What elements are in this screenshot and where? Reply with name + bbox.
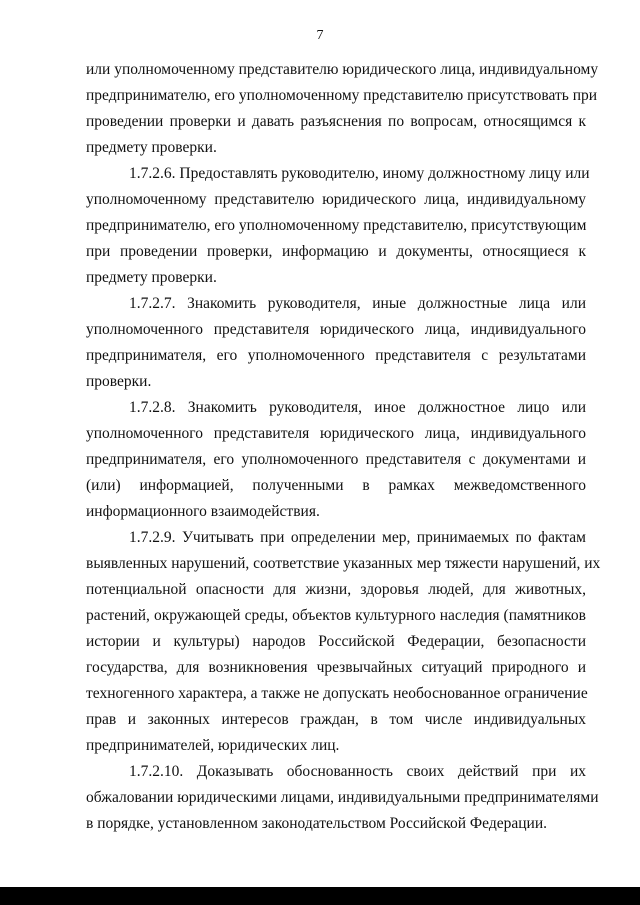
paragraph <box>86 161 590 291</box>
text-line: предпринимателя, его уполномоченного представителя с документами и <box>86 451 586 468</box>
text-line: при проведении проверки, информацию и документы, относящиеся к <box>86 243 586 260</box>
text-line: в порядке, установленном законодательством Российской Федерации. <box>86 815 548 832</box>
text-line: проведении проверки и давать разъяснения по вопросам, относящимся к <box>86 113 586 130</box>
text-line: (или) информацией, полученными в рамках межведомственного <box>86 477 586 494</box>
text-line: 1.7.2.8. Знакомить руководителя, иное должностное лицо или <box>129 399 586 416</box>
text-line: истории и культуры) народов Российской Федерации, безопасности <box>86 633 586 650</box>
text-line: обжаловании юридическими лицами, индивидуальными предпринимателями <box>86 789 599 806</box>
paragraph <box>86 759 599 837</box>
text-line: 1.7.2.6. Предоставлять руководителю, иному должностному лицу или <box>129 165 590 182</box>
text-line: или уполномоченному представителю юридического лица, индивидуальному <box>86 61 599 78</box>
text-line: прав и законных интересов граждан, в том числе индивидуальных <box>86 711 586 728</box>
text-line: растений, окружающей среды, объектов культурного наследия (памятников <box>86 607 586 624</box>
scan-edge-bar <box>0 887 640 905</box>
text-line: предпринимателю, его уполномоченному представителю, присутствующим <box>86 217 587 234</box>
text-line: 1.7.2.10. Доказывать обоснованность своих действий при их <box>129 763 586 780</box>
text-line: уполномоченному представителю юридического лица, индивидуальному <box>86 191 586 208</box>
text-line: 1.7.2.9. Учитывать при определении мер, принимаемых по фактам <box>129 529 586 546</box>
text-line: предпринимателя, его уполномоченного представителя с результатами <box>86 347 586 364</box>
text-line: информационного взаимодействия. <box>86 503 320 520</box>
text-line: 1.7.2.7. Знакомить руководителя, иные должностные лица или <box>129 295 586 312</box>
text-line: государства, для возникновения чрезвычайных ситуаций природного и <box>86 659 586 676</box>
paragraph <box>86 525 601 759</box>
text-line: проверки. <box>86 373 152 390</box>
text-line: техногенного характера, а также не допускать необоснованное ограничение <box>86 685 588 702</box>
text-line: предпринимателей, юридических лиц. <box>86 737 340 754</box>
text-line: уполномоченного представителя юридического лица, индивидуального <box>86 321 586 338</box>
text-line: предпринимателю, его уполномоченному представителю присутствовать при <box>86 87 598 104</box>
text-line: предмету проверки. <box>86 269 217 286</box>
paragraph <box>86 57 599 161</box>
text-line: потенциальной опасности для жизни, здоровья людей, для животных, <box>86 581 586 598</box>
document-body <box>86 57 601 837</box>
text-line: предмету проверки. <box>86 139 217 156</box>
page-number: 7 <box>316 28 324 43</box>
paragraph <box>86 395 586 525</box>
paragraph <box>86 291 586 395</box>
text-line: выявленных нарушений, соответствие указанных мер тяжести нарушений, их <box>86 555 601 572</box>
text-line: уполномоченного представителя юридического лица, индивидуального <box>86 425 586 442</box>
